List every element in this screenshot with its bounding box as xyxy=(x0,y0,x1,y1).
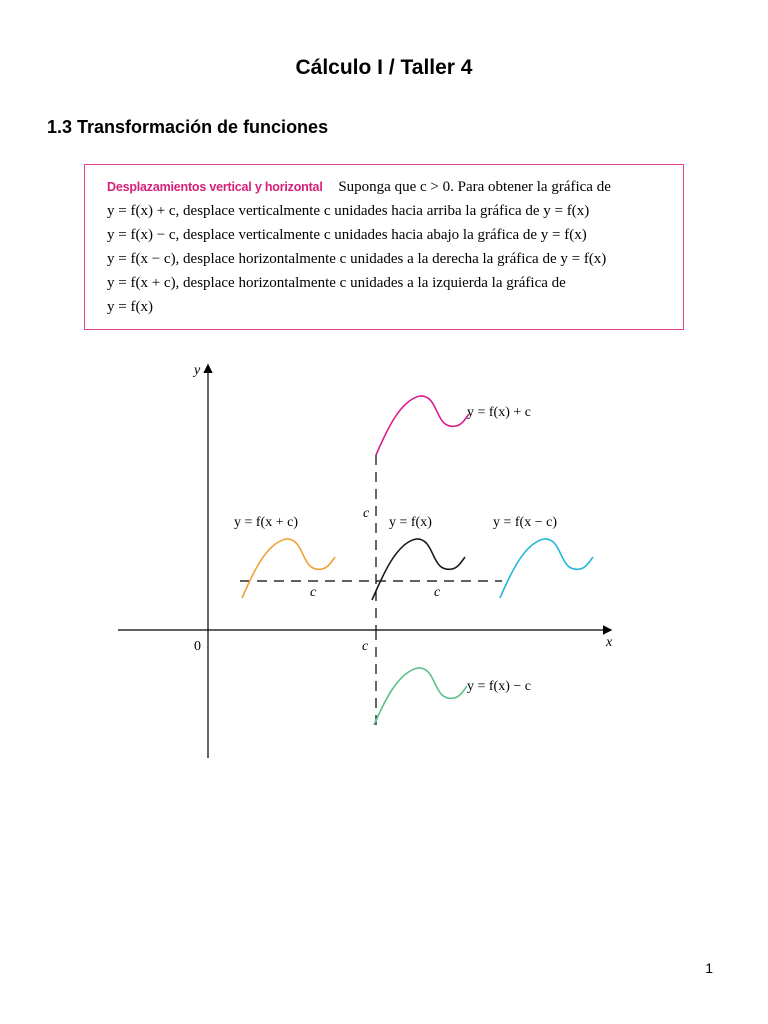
label-shift-right: y = f(x − c) xyxy=(493,515,557,530)
box-intro: Suponga que c > 0. Para obtener la gráfica de xyxy=(338,179,611,195)
label-shift-down: y = f(x) − c xyxy=(467,679,531,694)
label-shift-up: y = f(x) + c xyxy=(467,405,531,420)
y-axis-label: y xyxy=(194,363,201,378)
shift-label-vertical-lower: c xyxy=(362,639,369,654)
rule-shift-left-continued: y = f(x) xyxy=(107,299,153,315)
curve-shift-left xyxy=(242,539,335,598)
curve-shift-down xyxy=(374,668,467,725)
box-heading: Desplazamientos vertical y horizontal xyxy=(107,180,323,194)
section-heading: 1.3 Transformación de funciones xyxy=(47,117,329,137)
curve-shift-up xyxy=(376,396,469,455)
shift-label-right: c xyxy=(434,585,441,600)
label-shift-left: y = f(x + c) xyxy=(234,515,298,530)
x-axis-label: x xyxy=(606,635,613,650)
rule-shift-right: y = f(x − c), desplace horizontalmente c unidades a la derecha la gráfica de y = f(x) xyxy=(107,251,607,267)
box-first-line xyxy=(107,175,671,199)
rule-shift-left: y = f(x + c), desplace horizontalmente c unidades a la izquierda la gráfica de xyxy=(107,275,566,291)
definition-box xyxy=(84,164,684,330)
transformation-figure xyxy=(110,350,630,770)
shift-label-left: c xyxy=(310,585,317,600)
curve-shift-right xyxy=(500,539,593,598)
label-original: y = f(x) xyxy=(389,515,432,530)
origin-label: 0 xyxy=(194,639,201,654)
page-number: 1 xyxy=(705,960,713,976)
rule-shift-up: y = f(x) + c, desplace verticalmente c unidades hacia arriba la gráfica de y = f(x) xyxy=(107,203,590,219)
rule-shift-down: y = f(x) − c, desplace verticalmente c unidades hacia abajo la gráfica de y = f(x) xyxy=(107,227,587,243)
page-title: Cálculo I / Taller 4 xyxy=(295,56,473,79)
shift-label-vertical-upper: c xyxy=(363,506,370,521)
curve-original xyxy=(372,539,465,600)
